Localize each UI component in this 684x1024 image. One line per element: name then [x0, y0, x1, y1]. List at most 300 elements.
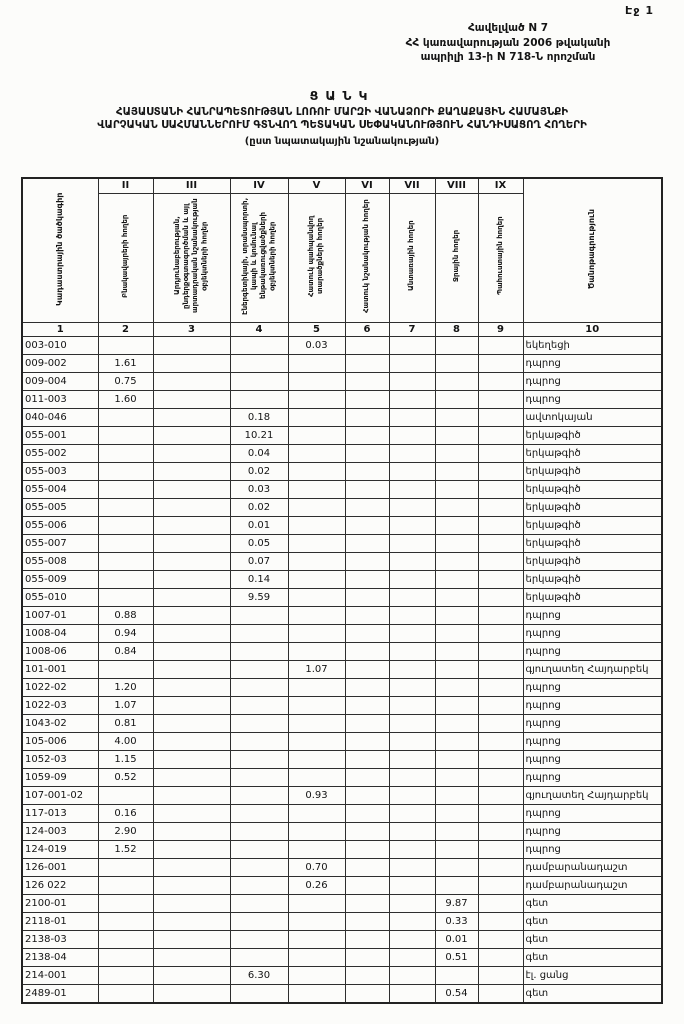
cadastral-code-cell: 009-004 — [22, 373, 98, 391]
table-row — [22, 895, 662, 913]
cadastral-code-cell: 1022-02 — [22, 679, 98, 697]
area-value-cell: 0.26 — [288, 877, 345, 895]
area-value-cell: 0.88 — [98, 607, 153, 625]
area-value-cell — [98, 895, 153, 913]
table-row — [22, 679, 662, 697]
cadastral-code-cell: 1052-03 — [22, 751, 98, 769]
area-value-cell — [153, 589, 230, 607]
area-value-cell: 0.84 — [98, 643, 153, 661]
area-value-cell — [389, 409, 435, 427]
roman-V: V — [288, 178, 345, 193]
area-value-cell — [230, 949, 288, 967]
header-remarks-label: Ծանոթագրություն — [587, 208, 597, 290]
table-row — [22, 823, 662, 841]
area-value-cell — [478, 607, 523, 625]
area-value-cell — [153, 445, 230, 463]
col-num-7: 7 — [389, 323, 435, 337]
area-value-cell — [98, 337, 153, 355]
area-value-cell — [230, 661, 288, 679]
area-value-cell — [288, 571, 345, 589]
area-value-cell — [435, 751, 478, 769]
area-value-cell — [345, 445, 389, 463]
area-value-cell — [98, 859, 153, 877]
appendix-line-2: ՀՀ կառավարության 2006 թվականի — [405, 36, 611, 49]
area-value-cell — [478, 391, 523, 409]
area-value-cell — [230, 355, 288, 373]
area-value-cell — [345, 697, 389, 715]
area-value-cell — [288, 733, 345, 751]
area-value-cell — [230, 337, 288, 355]
area-value-cell — [478, 409, 523, 427]
header-cadastral-code — [22, 178, 98, 323]
cadastral-code-cell: 055-008 — [22, 553, 98, 571]
cadastral-code-cell: 055-006 — [22, 517, 98, 535]
area-value-cell — [478, 877, 523, 895]
area-value-cell — [389, 733, 435, 751]
cadastral-code-cell: 2138-03 — [22, 931, 98, 949]
area-value-cell — [345, 337, 389, 355]
table-row — [22, 535, 662, 553]
area-value-cell — [345, 913, 389, 931]
area-value-cell — [230, 769, 288, 787]
area-value-cell — [288, 481, 345, 499]
subtitle-line-2: ՎԱՐՉԱԿԱՆ ՍԱՀՄԱՆՆԵՐՈՒՄ ԳՏՆՎՈՂ ՊԵՏԱԿԱՆ ՍԵՓԱԿԱՆՈՒԹՅՈՒՆ ՀԱՆԴԻՍԱՑՈՂ ՀՈՂԵՐԻ — [97, 120, 587, 132]
area-value-cell — [389, 841, 435, 859]
col-num-8: 8 — [435, 323, 478, 337]
area-value-cell — [153, 877, 230, 895]
area-value-cell — [153, 823, 230, 841]
area-value-cell: 9.59 — [230, 589, 288, 607]
area-value-cell — [288, 805, 345, 823]
area-value-cell: 1.20 — [98, 679, 153, 697]
area-value-cell — [230, 859, 288, 877]
area-value-cell — [389, 949, 435, 967]
roman-VIII: VIII — [435, 178, 478, 193]
area-value-cell — [435, 733, 478, 751]
table-row — [22, 805, 662, 823]
area-value-cell — [478, 499, 523, 517]
area-value-cell — [389, 913, 435, 931]
area-value-cell — [478, 769, 523, 787]
note-cell: գետ — [523, 913, 662, 931]
area-value-cell: 0.81 — [98, 715, 153, 733]
area-value-cell — [230, 877, 288, 895]
area-value-cell — [478, 895, 523, 913]
area-value-cell — [288, 949, 345, 967]
table-row — [22, 751, 662, 769]
cadastral-code-cell: 2489-01 — [22, 985, 98, 1003]
area-value-cell — [389, 661, 435, 679]
area-value-cell — [435, 463, 478, 481]
area-value-cell — [230, 625, 288, 643]
area-value-cell — [478, 985, 523, 1003]
note-cell: դպրոց — [523, 355, 662, 373]
cadastral-code-cell: 1059-09 — [22, 769, 98, 787]
area-value-cell — [288, 589, 345, 607]
area-value-cell — [153, 913, 230, 931]
area-value-cell: 4.00 — [98, 733, 153, 751]
subtitle-line-1: ՀԱՅԱՍՏԱՆԻ ՀԱՆՐԱՊԵՏՈՒԹՅԱՆ ԼՈՌՈՒ ՄԱՐԶԻ ՎԱՆԱՁՈՐԻ ՔԱՂԱՔԱՅԻՆ ՀԱՄԱՅՆՔԻ — [115, 107, 569, 118]
table-row — [22, 877, 662, 895]
area-value-cell — [98, 463, 153, 481]
area-value-cell — [389, 517, 435, 535]
area-value-cell — [389, 553, 435, 571]
appendix-line-1: Հավելված N 7 — [467, 22, 549, 34]
area-value-cell — [288, 463, 345, 481]
area-value-cell — [98, 409, 153, 427]
note-cell: եկեղեցի — [523, 337, 662, 355]
note-cell: դպրոց — [523, 373, 662, 391]
area-value-cell — [435, 769, 478, 787]
table-row — [22, 841, 662, 859]
area-value-cell — [153, 409, 230, 427]
area-value-cell: 0.93 — [288, 787, 345, 805]
cadastral-code-cell: 124-019 — [22, 841, 98, 859]
area-value-cell — [435, 499, 478, 517]
note-cell: դամբարանադաշտ — [523, 877, 662, 895]
area-value-cell — [230, 751, 288, 769]
area-value-cell — [478, 931, 523, 949]
area-value-cell — [153, 715, 230, 733]
cadastral-code-cell: 055-001 — [22, 427, 98, 445]
area-value-cell — [345, 877, 389, 895]
area-value-cell — [153, 499, 230, 517]
area-value-cell: 0.18 — [230, 409, 288, 427]
cadastral-code-cell: 055-005 — [22, 499, 98, 517]
area-value-cell — [345, 805, 389, 823]
col-num-10: 10 — [523, 323, 662, 337]
area-value-cell — [478, 355, 523, 373]
table-row — [22, 337, 662, 355]
area-value-cell: 0.54 — [435, 985, 478, 1003]
table-row — [22, 517, 662, 535]
area-value-cell — [389, 607, 435, 625]
area-value-cell: 1.07 — [288, 661, 345, 679]
cadastral-code-cell: 124-003 — [22, 823, 98, 841]
header-remarks — [523, 178, 662, 323]
area-value-cell — [345, 589, 389, 607]
area-value-cell: 0.03 — [230, 481, 288, 499]
area-value-cell — [389, 535, 435, 553]
land-parcels-table — [21, 177, 663, 1004]
document-title: ՑԱՆԿ — [309, 88, 375, 103]
area-value-cell — [478, 913, 523, 931]
area-value-cell — [389, 769, 435, 787]
area-value-cell — [435, 625, 478, 643]
area-value-cell — [478, 481, 523, 499]
cadastral-code-cell: 107-001-02 — [22, 787, 98, 805]
area-value-cell — [345, 931, 389, 949]
area-value-cell — [153, 949, 230, 967]
area-value-cell — [435, 373, 478, 391]
roman-IV: IV — [230, 178, 288, 193]
area-value-cell — [230, 607, 288, 625]
area-value-cell — [345, 499, 389, 517]
table-row — [22, 589, 662, 607]
header-special-purpose-lands: Հատուկ նշանակության հողեր — [345, 193, 389, 322]
area-value-cell — [153, 337, 230, 355]
table-row — [22, 931, 662, 949]
col-num-2: 2 — [98, 323, 153, 337]
cadastral-code-cell: 003-010 — [22, 337, 98, 355]
area-value-cell — [389, 679, 435, 697]
area-value-cell — [435, 571, 478, 589]
table-row — [22, 355, 662, 373]
area-value-cell: 0.70 — [288, 859, 345, 877]
note-cell: երկաթգիծ — [523, 427, 662, 445]
roman-VII: VII — [389, 178, 435, 193]
table-row — [22, 697, 662, 715]
area-value-cell — [435, 715, 478, 733]
area-value-cell — [345, 895, 389, 913]
area-value-cell — [435, 661, 478, 679]
area-value-cell — [288, 643, 345, 661]
table-row — [22, 571, 662, 589]
area-value-cell — [230, 805, 288, 823]
area-value-cell — [153, 643, 230, 661]
column-number-row — [22, 323, 662, 337]
cadastral-code-cell: 055-003 — [22, 463, 98, 481]
area-value-cell — [478, 571, 523, 589]
cadastral-code-cell: 011-003 — [22, 391, 98, 409]
area-value-cell — [98, 427, 153, 445]
note-cell: դպրոց — [523, 679, 662, 697]
area-value-cell: 0.02 — [230, 499, 288, 517]
area-value-cell — [389, 967, 435, 985]
area-value-cell — [435, 589, 478, 607]
area-value-cell — [230, 679, 288, 697]
cadastral-code-cell: 126-001 — [22, 859, 98, 877]
table-row — [22, 409, 662, 427]
area-value-cell: 1.52 — [98, 841, 153, 859]
area-value-cell — [478, 463, 523, 481]
area-value-cell — [435, 553, 478, 571]
table-row — [22, 553, 662, 571]
table-row — [22, 607, 662, 625]
note-cell: դպրոց — [523, 823, 662, 841]
area-value-cell: 10.21 — [230, 427, 288, 445]
area-value-cell: 1.61 — [98, 355, 153, 373]
cadastral-code-cell: 214-001 — [22, 967, 98, 985]
area-value-cell — [288, 823, 345, 841]
note-cell: երկաթգիծ — [523, 445, 662, 463]
note-cell: ավտոկայան — [523, 409, 662, 427]
area-value-cell — [389, 751, 435, 769]
area-value-cell — [288, 697, 345, 715]
note-cell: գետ — [523, 931, 662, 949]
area-value-cell — [153, 967, 230, 985]
area-value-cell — [288, 427, 345, 445]
header-protected-lands: Հատուկ պահպանվող տարածքների հողեր — [288, 193, 345, 322]
cadastral-code-cell: 040-046 — [22, 409, 98, 427]
area-value-cell — [153, 751, 230, 769]
area-value-cell — [345, 427, 389, 445]
cadastral-code-cell: 101-001 — [22, 661, 98, 679]
area-value-cell — [98, 517, 153, 535]
area-value-cell — [288, 913, 345, 931]
roman-VI: VI — [345, 178, 389, 193]
area-value-cell — [389, 877, 435, 895]
area-value-cell — [288, 517, 345, 535]
area-value-cell — [288, 373, 345, 391]
appendix-line-3: ապրիլի 13-ի N 718-Ն որոշման — [420, 51, 596, 64]
table-row — [22, 391, 662, 409]
area-value-cell — [345, 409, 389, 427]
area-value-cell — [389, 355, 435, 373]
area-value-cell — [478, 445, 523, 463]
area-value-cell — [345, 841, 389, 859]
cadastral-code-cell: 2138-04 — [22, 949, 98, 967]
area-value-cell — [389, 445, 435, 463]
page-number: Էջ 1 — [625, 4, 654, 17]
area-value-cell — [288, 967, 345, 985]
area-value-cell — [389, 697, 435, 715]
table-row — [22, 625, 662, 643]
note-cell: երկաթգիծ — [523, 481, 662, 499]
table-row — [22, 373, 662, 391]
area-value-cell — [98, 571, 153, 589]
area-value-cell — [478, 337, 523, 355]
table-row — [22, 733, 662, 751]
area-value-cell — [153, 553, 230, 571]
area-value-cell — [153, 931, 230, 949]
area-value-cell — [230, 715, 288, 733]
area-value-cell — [153, 661, 230, 679]
area-value-cell — [153, 571, 230, 589]
note-cell: երկաթգիծ — [523, 499, 662, 517]
area-value-cell — [98, 535, 153, 553]
note-cell: դամբարանադաշտ — [523, 859, 662, 877]
area-value-cell — [345, 985, 389, 1003]
area-value-cell — [345, 463, 389, 481]
area-value-cell — [478, 427, 523, 445]
area-value-cell — [478, 751, 523, 769]
cadastral-code-cell: 2100-01 — [22, 895, 98, 913]
area-value-cell — [98, 985, 153, 1003]
area-value-cell — [153, 625, 230, 643]
area-value-cell — [345, 355, 389, 373]
area-value-cell: 2.90 — [98, 823, 153, 841]
area-value-cell — [230, 913, 288, 931]
area-value-cell — [435, 877, 478, 895]
area-value-cell — [345, 391, 389, 409]
cadastral-code-cell: 117-013 — [22, 805, 98, 823]
roman-II: II — [98, 178, 153, 193]
note-cell: երկաթգիծ — [523, 535, 662, 553]
area-value-cell — [478, 697, 523, 715]
area-value-cell — [389, 391, 435, 409]
cadastral-code-cell: 055-007 — [22, 535, 98, 553]
area-value-cell — [288, 535, 345, 553]
table-row — [22, 463, 662, 481]
area-value-cell — [153, 859, 230, 877]
area-value-cell — [389, 427, 435, 445]
area-value-cell — [230, 787, 288, 805]
area-value-cell — [435, 859, 478, 877]
area-value-cell — [98, 553, 153, 571]
note-cell: դպրոց — [523, 733, 662, 751]
cadastral-code-cell: 1008-06 — [22, 643, 98, 661]
note-cell: դպրոց — [523, 841, 662, 859]
area-value-cell — [435, 841, 478, 859]
area-value-cell — [98, 967, 153, 985]
area-value-cell: 0.51 — [435, 949, 478, 967]
area-value-cell — [230, 841, 288, 859]
area-value-cell: 1.60 — [98, 391, 153, 409]
area-value-cell — [345, 787, 389, 805]
area-value-cell — [288, 769, 345, 787]
area-value-cell — [478, 859, 523, 877]
area-value-cell — [478, 535, 523, 553]
table-row — [22, 985, 662, 1003]
area-value-cell — [98, 445, 153, 463]
note-cell: դպրոց — [523, 625, 662, 643]
note-cell: երկաթգիծ — [523, 571, 662, 589]
header-forest-lands: Անտառային հողեր — [389, 193, 435, 322]
note-cell: դպրոց — [523, 607, 662, 625]
area-value-cell — [478, 643, 523, 661]
header-cadastral-code-label: Կադաստրային ծածկագիր — [55, 192, 65, 306]
header-industrial-lands: Արդյունաբերության, ընդերքօգտագործման և այլ արտադրական նշանակության օբյեկտների հողեր — [153, 193, 230, 322]
cadastral-code-cell: 1022-03 — [22, 697, 98, 715]
area-value-cell — [478, 949, 523, 967]
cadastral-code-cell: 009-002 — [22, 355, 98, 373]
cadastral-code-cell: 1007-01 — [22, 607, 98, 625]
area-value-cell — [345, 733, 389, 751]
table-row — [22, 949, 662, 967]
area-value-cell — [288, 715, 345, 733]
area-value-cell — [98, 931, 153, 949]
cadastral-code-cell: 126 022 — [22, 877, 98, 895]
header-residential-lands: Բնակավայրերի հողեր — [98, 193, 153, 322]
area-value-cell: 0.01 — [230, 517, 288, 535]
note-cell: դպրոց — [523, 643, 662, 661]
document-purpose-note: (ըստ նպատակային նշանակության) — [244, 136, 440, 147]
area-value-cell — [153, 391, 230, 409]
area-value-cell — [230, 931, 288, 949]
area-value-cell — [478, 589, 523, 607]
area-value-cell — [153, 355, 230, 373]
table-row — [22, 445, 662, 463]
area-value-cell — [435, 697, 478, 715]
area-value-cell — [345, 625, 389, 643]
area-value-cell — [288, 445, 345, 463]
area-value-cell — [288, 355, 345, 373]
area-value-cell — [478, 373, 523, 391]
area-value-cell: 0.03 — [288, 337, 345, 355]
area-value-cell — [345, 553, 389, 571]
area-value-cell — [435, 643, 478, 661]
cadastral-code-cell: 055-009 — [22, 571, 98, 589]
area-value-cell — [345, 679, 389, 697]
area-value-cell — [389, 499, 435, 517]
area-value-cell — [345, 967, 389, 985]
area-value-cell — [389, 463, 435, 481]
area-value-cell: 0.16 — [98, 805, 153, 823]
table-row — [22, 427, 662, 445]
area-value-cell — [435, 787, 478, 805]
area-value-cell — [389, 985, 435, 1003]
area-value-cell — [345, 373, 389, 391]
area-value-cell — [153, 517, 230, 535]
area-value-cell — [153, 895, 230, 913]
area-value-cell — [435, 535, 478, 553]
area-value-cell — [288, 499, 345, 517]
area-value-cell: 0.01 — [435, 931, 478, 949]
area-value-cell — [389, 625, 435, 643]
area-value-cell: 0.33 — [435, 913, 478, 931]
cadastral-code-cell: 1043-02 — [22, 715, 98, 733]
